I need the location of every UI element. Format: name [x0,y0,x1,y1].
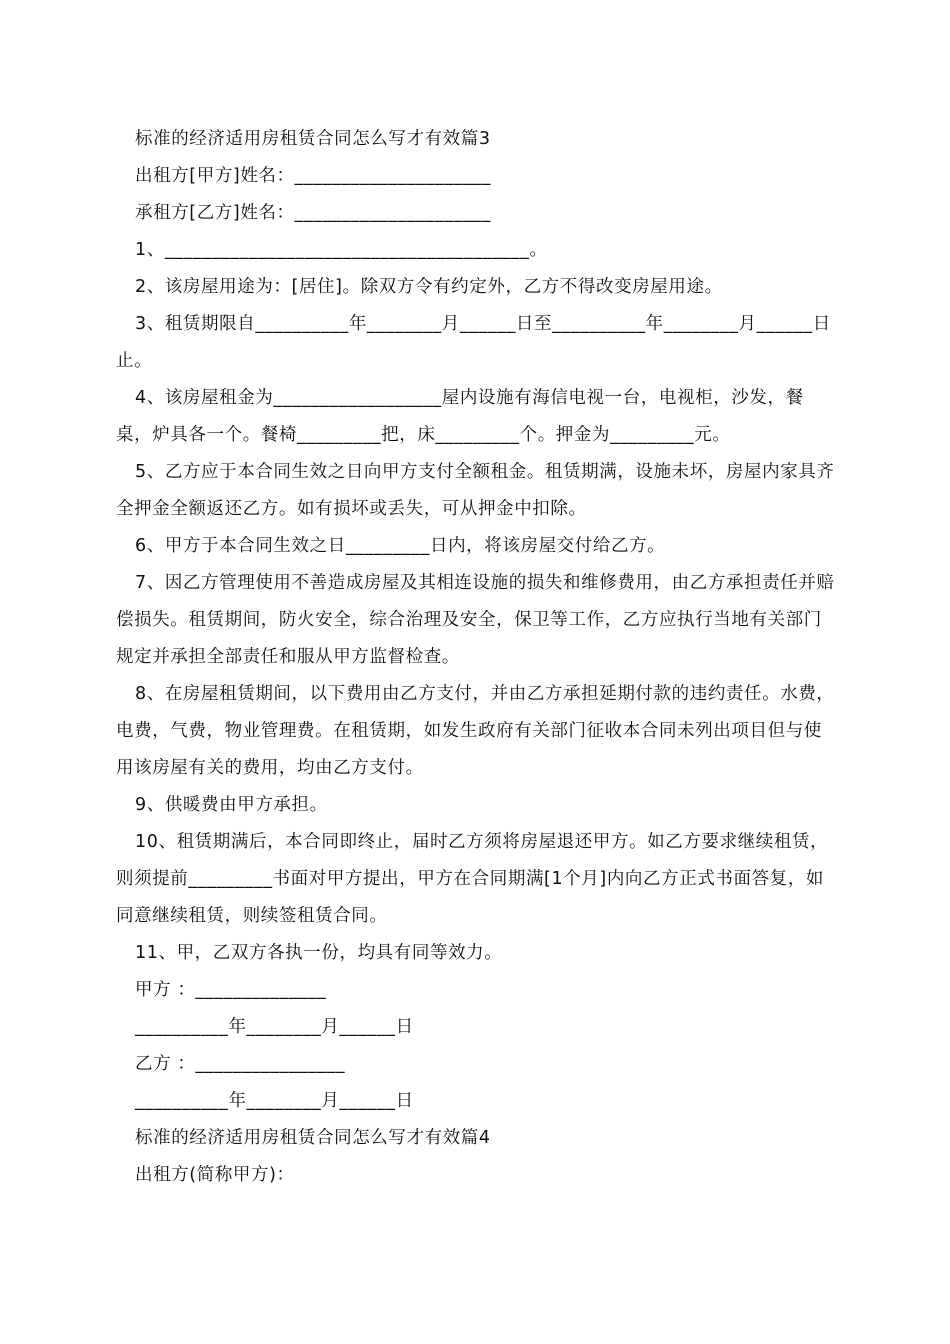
clause-6: 6、甲方于本合同生效之日_________日内，将该房屋交付给乙方。 [135,536,666,556]
clause-5: 5、乙方应于本合同生效之日向甲方支付全额租金。租赁期满，设施未坏，房屋内家具齐全押金全额返还乙方。如有损坏或丢失，可从押金中扣除。 [116,462,835,519]
party-a-signature: 甲方 ：______________ [135,980,327,1000]
clause-1: 1、_______________________________________。 [135,240,548,260]
clause-4: 4、该房屋租金为__________________屋内设施有海信电视一台，电视柜，沙发，餐桌，炉具各一个。餐椅_________把，床_________个。押金为_________元。 [116,388,804,445]
clause-3: 3、租赁期限自__________年________月______日至__________年________月______日止。 [116,314,831,371]
lessee-name-line: 承租方[乙方]姓名：_____________________ [135,203,492,223]
party-b-signature: 乙方 ：________________ [135,1054,346,1074]
clause-7: 7、因乙方管理使用不善造成房屋及其相连设施的损失和维修费用，由乙方承担责任并赔偿损失。租赁期间，防火安全，综合治理及安全，保卫等工作，乙方应执行当地有关部门规定并承担全部责任和服从甲方监督检查。 [116,573,835,667]
clause-11: 11、甲，乙双方各执一份，均具有同等效力。 [135,943,503,963]
document-body [116,121,836,1194]
party-a-date: __________年________月______日 [135,1017,414,1037]
clause-10: 10、租赁期满后，本合同即终止，届时乙方须将房屋退还甲方。如乙方要求继续租赁，则须提前_________书面对甲方提出，甲方在合同期满[1个月]内向乙方正式书面答复，如同意继续租赁，则续签租赁合同。 [116,832,829,926]
clause-2: 2、该房屋用途为：[居住]。除双方令有约定外，乙方不得改变房屋用途。 [135,277,723,297]
clause-8: 8、在房屋租赁期间，以下费用由乙方支付，并由乙方承担延期付款的违约责任。水费，电费，气费，物业管理费。在租赁期，如发生政府有关部门征收本合同未列出项目但与使用该房屋有关的费用，均由乙方支付。 [116,684,835,778]
clause-9: 9、供暖费由甲方承担。 [135,795,328,815]
party-b-date: __________年________月______日 [135,1091,414,1111]
section-heading-4: 标准的经济适用房租赁合同怎么写才有效篇4 [135,1128,491,1148]
section-heading-3: 标准的经济适用房租赁合同怎么写才有效篇3 [135,129,491,149]
lessor-name-line: 出租方[甲方]姓名：_____________________ [135,166,492,186]
lessor-abbrev-line: 出租方(简称甲方)： [135,1165,295,1185]
